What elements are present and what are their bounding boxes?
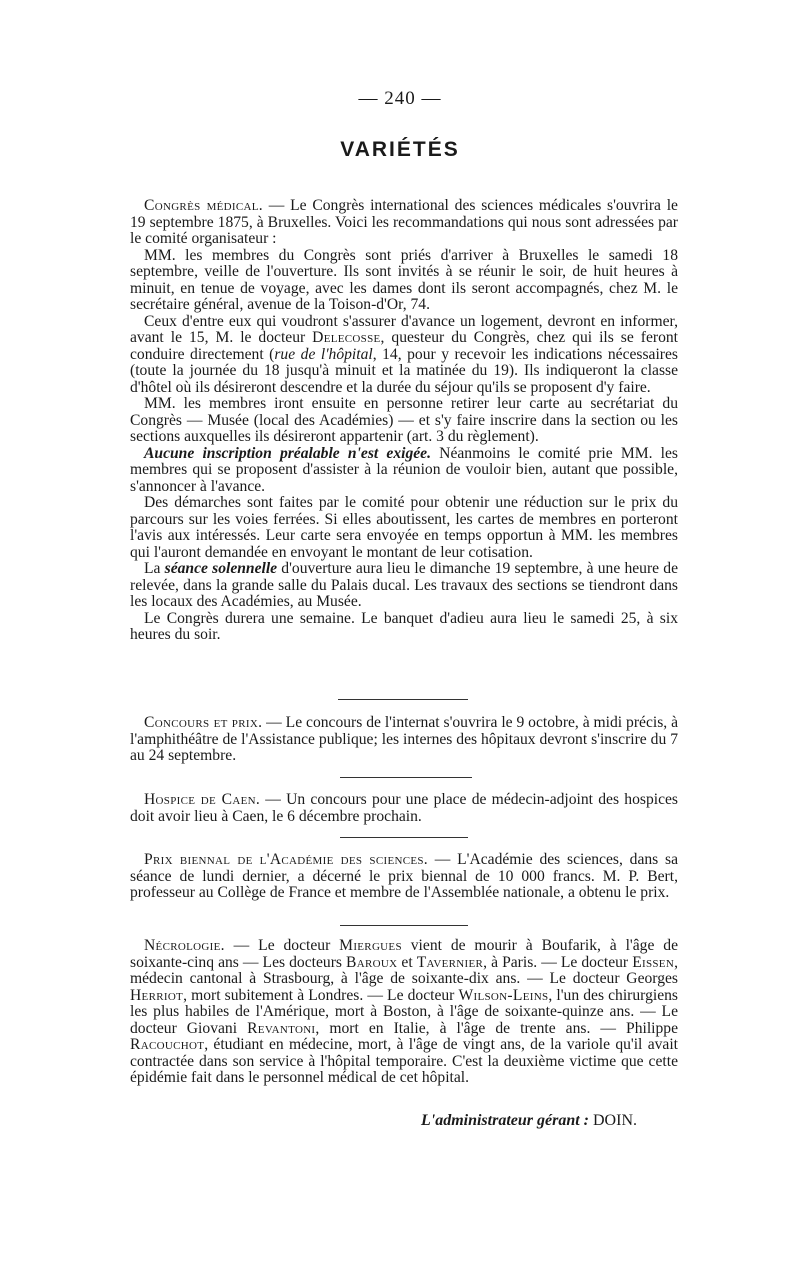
signature-name: DOIN. (589, 1112, 637, 1129)
signature (421, 1112, 637, 1130)
signature-role: L'administrateur gérant : (420, 1112, 589, 1129)
divider (338, 699, 468, 700)
congres-lodging: Ceux d'entre eux qui voudront s'assurer d'avance un logement, devront en informer, avant le 15, M. le docteur Delecosse, questeur du Congrès, chez qui ils se feront conduire directement (rue de l'hôpital, 14, pour y recevoir les indications nécessaires (toute la journée du 18 jusqu'à minuit et la matinée du 19). Ils indiqueront la classe d'hôtel où ils désireront descendre et la durée du séjour qu'ils se proposent d'y faire. (130, 312, 678, 396)
concours-article: Concours et prix. — Le concours de l'internat s'ouvrira le 9 octobre, à midi précis, à l'amphithéâtre de l'Assistance publique; les internes des hôpitaux devront s'inscrire du 7 au 24 septembre. (130, 714, 679, 764)
necrologie-heading: Nécrologie. (144, 937, 225, 954)
person-name: Delecosse (312, 329, 381, 346)
prix-biennal-article: Prix biennal de l'Académie des sciences. — L'Académie des sciences, dans sa séance de lundi dernier, a décerné le prix biennal de 10 000 francs. M. P. Bert, professeur au Collège de France et membre de l'Assemblée nationale, a obtenu le prix. (130, 851, 679, 901)
congres-duration: Le Congrès durera une semaine. Le banquet d'adieu aura lieu le samedi 25, à six heures du soir. (130, 609, 678, 643)
congres-rail-discount: Des démarches sont faites par le comité pour obtenir une réduction sur le prix du parcours sur les voies ferrées. Si elles aboutissent, les cartes de membres en porteront l'avis aux intéressés. Leur carte sera envoyée en temps opportun à MM. les membres qui l'auront demandée en envoyant le montant de leur cotisation. (130, 494, 678, 561)
divider (340, 777, 472, 778)
street-address: rue de l'hôpital (274, 345, 373, 363)
concours-heading: Concours et prix. (144, 714, 263, 731)
congres-intro: Congrès médical. — Le Congrès international des sciences médicales s'ouvrira le 19 septembre 1875, à Bruxelles. Voici les recommandations qui nous sont adressées par le comité organisateur : (130, 197, 678, 247)
hospice-heading: Hospice de Caen. (144, 791, 261, 808)
prix-heading: Prix biennal de l'Académie des sciences. (144, 851, 428, 868)
congres-arrival: MM. les membres du Congrès sont priés d'arriver à Bruxelles le samedi 18 septembre, veille de l'ouverture. Ils sont invités à se réunir le soir, de huit heures à minuit, en tenue de voyage, avec les dames dont ils seront accompagnés, chez M. le secrétaire général, avenue de la Toison-d'Or, 74. (130, 246, 678, 313)
hospice-article: Hospice de Caen. — Un concours pour une place de médecin-adjoint des hospices doit avoir lieu à Caen, le 6 décembre prochain. (130, 791, 678, 825)
congres-medical-article (130, 198, 678, 644)
congres-registration: MM. les membres iront ensuite en personne retirer leur carte au secrétariat du Congrès — Musée (local des Académies) — et s'y faire inscrire dans la section ou les sections auxquelles ils désireront appartenir (art. 3 du règlement). (130, 395, 678, 445)
congres-opening-session: La séance solennelle d'ouverture aura lieu le dimanche 19 septembre, à une heure de relevée, dans la grande salle du Palais ducal. Les travaux des sections se tiendront dans les locaux des Académies, au Musée. (130, 560, 678, 610)
page-number: — 240 — (358, 88, 442, 109)
divider (340, 837, 468, 838)
congres-no-preregistration: Aucune inscription préalable n'est exigée. Néanmoins le comité prie MM. les membres qui se proposent d'assister à la réunion de vouloir bien, autant que possible, s'annoncer à l'avance. (130, 444, 678, 495)
congres-heading: Congrès médical. (144, 197, 263, 214)
necrologie-article: Nécrologie. — Le docteur Miergues vient de mourir à Boufarik, à l'âge de soixante-cinq ans — Les docteurs Baroux et Tavernier, à Paris. — Le docteur Eissen, médecin cantonal à Strasbourg, à l'âge de soixante-dix ans. — Le docteur Georges Herriot, mort subitement à Londres. — Le docteur Wilson-Leins, l'un des chirurgiens les plus habiles de l'Amérique, mort à Boston, à l'âge de soixante-quinze ans. — Le docteur Giovani Revantoni, mort en Italie, à l'âge de trente ans. — Philippe Racouchot, étudiant en médecine, mort, à l'âge de vingt ans, de la variole qu'il avait contractée dans son service à l'hôpital temporaire. C'est la deuxième victime que cette épidémie fait dans le personnel médical de cet hôpital. (130, 937, 679, 1086)
divider (340, 925, 468, 926)
section-title: VARIÉTÉS (340, 138, 460, 161)
